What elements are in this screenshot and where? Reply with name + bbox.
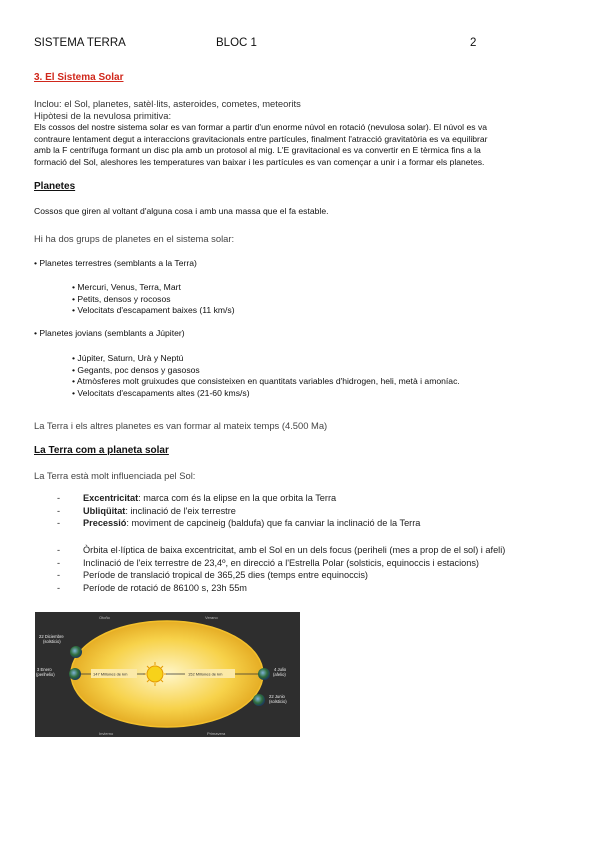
terrestrial-list [72, 282, 235, 317]
earth-orbit-diagram [35, 612, 300, 737]
list-item [57, 518, 577, 531]
header-title: SISTEMA TERRA [34, 37, 126, 49]
planetes-groups-intro: Hi ha dos grups de planetes en el sistema solar: [34, 233, 235, 244]
season-summer-label: Verano [205, 615, 218, 620]
formation-note: La Terra i els altres planetes es van formar al mateix temps (4.500 Ma) [34, 420, 328, 431]
perihelion-distance-label: 147 Millones de km [93, 671, 128, 677]
terra-facts-list [57, 545, 577, 595]
dash-marker: - [57, 557, 61, 568]
term-desc: : moviment de capcineig (baldufa) que fa canviar la inclinació de la Terra [126, 518, 421, 529]
hypothesis-paragraph [34, 122, 574, 168]
season-winter-label: Invierno [99, 731, 114, 736]
term-desc: : inclinació de l'eix terrestre [125, 505, 236, 516]
list-item [57, 506, 577, 519]
hypothesis-line: contraure lentament degut a interaccions gravitacionals entre partícules, finalment l'atracció gravitatòria es va equilibrar [34, 133, 488, 144]
terrestrial-heading: • Planetes terrestres (semblants a la Terra) [34, 258, 197, 268]
term-label: Precessió [83, 518, 127, 529]
list-item: • Velocitats d'escapaments altes (21-60 kms/s) [72, 387, 250, 398]
list-item: • Atmòsferes molt gruixudes que consisteixen en quantitats variables d'hidrogen, heli, metà i amoníac. [72, 376, 460, 387]
header-bloc: BLOC 1 [216, 37, 257, 49]
dash-marker: - [57, 570, 61, 581]
terra-heading: La Terra com a planeta solar [34, 445, 169, 456]
fact-text: Període de rotació de 86100 s, 23h 55m [83, 582, 247, 593]
planetes-heading: Planetes [34, 181, 76, 192]
page-number: 2 [470, 37, 477, 49]
list-item [57, 493, 577, 506]
aphelion-distance-label: 152 Millones de km [188, 671, 223, 677]
dash-marker: - [57, 518, 61, 529]
dash-marker: - [57, 493, 61, 503]
earth-december-icon [70, 646, 82, 658]
planetes-definition: Cossos que giren al voltant d'alguna cosa i amb una massa que el fa estable. [34, 206, 329, 216]
section-title: 3. El Sistema Solar [34, 72, 124, 83]
term-label: Excentricitat [83, 493, 139, 503]
list-item [57, 545, 577, 558]
hypothesis-line: formació del Sol, aleshores les temperatures van baixar i les partícules es van començar a unir i a formar els planetes. [34, 156, 485, 167]
dash-marker: - [57, 505, 61, 516]
season-spring-label: Primavera [207, 731, 226, 736]
december-label: 22 Diciembre [39, 634, 64, 639]
june-label: 22 Junio [269, 694, 285, 699]
list-item: • Mercuri, Venus, Terra, Mart [72, 282, 181, 292]
dash-marker: - [57, 582, 61, 593]
list-item: • Petits, densos y rocosos [72, 293, 171, 304]
term-label: Ubliqüitat [83, 505, 126, 516]
terra-intro: La Terra està molt influenciada pel Sol: [34, 470, 196, 481]
list-item [57, 558, 577, 571]
includes-text: Inclou: el Sol, planetes, satèl·lits, asteroides, cometes, meteorits [34, 98, 301, 109]
jovian-heading: • Planetes jovians (semblants a Júpiter) [34, 328, 185, 338]
list-item: • Gegants, poc densos y gasosos [72, 364, 200, 375]
earth-july-icon [258, 668, 270, 680]
december-sub: (solsticio) [43, 639, 61, 644]
january-sub: (perihelio) [36, 672, 55, 677]
fact-text: Inclinació de l'eix terrestre de 23,4º, en direcció a l'Estrella Polar (solsticis, equinoccis i estacions) [83, 557, 479, 568]
june-sub: (solsticio) [269, 699, 287, 704]
season-autumn-label: Otoño [99, 615, 110, 620]
earth-june-icon [253, 694, 265, 706]
list-item: • Velocitats d'escapament baixes (11 km/s) [72, 305, 235, 316]
list-item: • Júpiter, Saturn, Urà y Neptú [72, 353, 184, 363]
terra-terms-list [57, 493, 577, 531]
hypothesis-line: amb la F centrífuga formant un disc pla amb un protosol al mig. L'E gravitacional es va convertir en E tèrmica fins a la [34, 145, 481, 156]
jovian-list [72, 353, 460, 399]
hypothesis-label: Hipòtesi de la nevulosa primitiva: [34, 110, 172, 121]
july-sub: (afelio) [273, 672, 286, 677]
fact-text: Període de translació tropical de 365,25 dies (temps entre equinoccis) [83, 570, 368, 581]
fact-text: Òrbita el·líptica de baixa excentricitat, amb el Sol en un dels focus (periheli (mes a prop de el sol) i afeli) [83, 545, 506, 555]
earth-january-icon [69, 668, 81, 680]
term-desc: : marca com és la elipse en la que orbita la Terra [138, 493, 337, 503]
list-item [57, 570, 577, 583]
list-item [57, 583, 577, 596]
july-label: 4 Julio [274, 667, 287, 672]
hypothesis-line: Els cossos del nostre sistema solar es van formar a partir d'un enorme núvol en rotació (nevulosa solar). El núvol es va [34, 122, 488, 132]
january-label: 3 Enero [37, 667, 52, 672]
dash-marker: - [57, 545, 61, 555]
